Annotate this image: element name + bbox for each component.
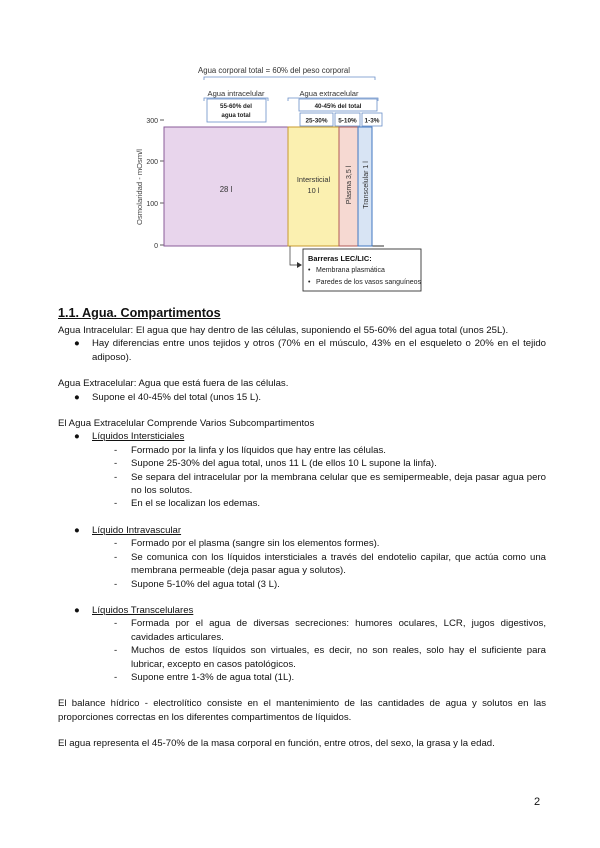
dash-marker: -: [114, 444, 118, 456]
extra-bullet: [58, 391, 546, 404]
ic-header: Agua intracelular: [207, 89, 265, 98]
subcompartments-intro: El Agua Extracelular Comprende Varios Subcompartimentos: [58, 418, 315, 430]
y-axis-label: Osmolaridad - mOsm/l: [135, 149, 144, 225]
group-title: Líquidos Intersticiales: [92, 431, 185, 443]
bullet-dot: ●: [74, 338, 80, 350]
extra-paragraph: Agua Extracelular: Agua que está fuera de las células.: [58, 378, 289, 390]
list-item: [58, 551, 546, 578]
bullet-dot: ●: [74, 431, 80, 443]
list-item-text: Muchos de estos líquidos son virtuales, es decir, no son reales, solo hay el suficiente para lubricar, excepto en casos patológicos.: [131, 645, 546, 670]
group-title-transcellular: [58, 604, 546, 617]
barrier-bullet-2: •: [308, 279, 311, 286]
list-item-text: Supone 5-10% del agua total (3 L).: [131, 578, 280, 590]
dash-marker: -: [114, 671, 118, 683]
barrier-connector: [290, 246, 300, 265]
group-title: Líquido Intravascular: [92, 524, 182, 536]
intra-bullet-text: Hay diferencias entre unos tejidos y otros (70% en el músculo, 43% en el esqueleto o 20% en el tejido adiposo).: [92, 338, 546, 363]
ic-box-line2: agua total: [221, 112, 251, 119]
list-item: [58, 537, 546, 550]
pct-transcellular: 1-3%: [364, 117, 380, 125]
interstitial-volume: 10 l: [307, 186, 320, 195]
list-item: [58, 457, 546, 470]
dash-marker: -: [114, 551, 118, 563]
section-content: [58, 306, 546, 751]
closing-paragraph: El agua representa el 45-70% de la masa corporal en función, entre otros, del sexo, la grasa y la edad.: [58, 738, 495, 750]
y-tick-300: 300: [146, 118, 158, 125]
list-item: [58, 578, 546, 591]
ec-header: Agua extracelular: [299, 89, 359, 98]
list-item: [58, 644, 546, 671]
dash-marker: -: [114, 538, 118, 550]
interstitial-label: Intersticial: [296, 175, 331, 184]
list-item-text: Supone 25-30% del agua total, unos 11 L (de ellos 10 L supone la linfa).: [131, 458, 437, 470]
group-title: Líquidos Transcelulares: [92, 604, 194, 616]
list-item-text: Formado por el plasma (sangre sin los elementos formes).: [131, 538, 380, 550]
intra-paragraph: Agua Intracelular: El agua que hay dentro de las células, suponiendo el 55-60% del agua total (unos 25L).: [58, 325, 509, 336]
pct-plasma: 5-10%: [338, 117, 357, 125]
bullet-dot: ●: [74, 604, 80, 616]
y-tick-100: 100: [146, 201, 158, 208]
barrier-item-2: Paredes de los vasos sanguíneos: [316, 279, 422, 286]
barrier-bullet-1: •: [308, 267, 311, 274]
list-item-text: En el se localizan los edemas.: [131, 498, 261, 510]
list-item: [58, 671, 546, 684]
group-title-intravascular: [58, 524, 546, 537]
intra-bullet: [58, 337, 546, 364]
plasma-label: Plasma 3,5 l: [346, 165, 353, 205]
extra-bullet-text: Supone el 40-45% del total (unos 15 L).: [92, 391, 262, 403]
dash-marker: -: [114, 471, 118, 483]
section-heading: 1.1. Agua. Compartimentos: [58, 306, 221, 320]
dash-marker: -: [114, 578, 118, 590]
y-tick-200: 200: [146, 159, 158, 166]
ic-box-line1: 55-60% del: [220, 103, 252, 110]
pct-interstitial: 25-30%: [305, 117, 328, 125]
ic-volume: 28 l: [219, 185, 233, 194]
dash-marker: -: [114, 618, 118, 630]
bullet-dot: ●: [74, 391, 80, 403]
dash-marker: -: [114, 498, 118, 510]
barrier-title: Barreras LEC/LIC:: [308, 254, 372, 263]
balance-paragraph: El balance hídrico - electrolítico consiste en el mantenimiento de las cantidades de agua y solutos en las proporciones correctas en los diferentes compartimentos de líquidos.: [58, 698, 546, 723]
barrier-item-1: Membrana plasmática: [316, 267, 385, 274]
list-item: [58, 471, 546, 498]
total-water-label: Agua corporal total = 60% del peso corporal: [198, 66, 350, 75]
ec-box-text: 40-45% del total: [314, 103, 362, 110]
list-item-text: Formado por la linfa y los líquidos que hay entre las células.: [131, 444, 386, 456]
list-item: [58, 497, 546, 510]
dash-marker: -: [114, 645, 118, 657]
y-tick-0: 0: [154, 243, 158, 250]
group-title-interstitial: [58, 430, 546, 443]
transcellular-label: Transcelular 1 l: [363, 161, 370, 209]
page-number: 2: [534, 796, 541, 808]
list-item-text: Se separa del intracelular por la membrana celular que es semipermeable, deja pasar agua pero no los solutos.: [131, 471, 546, 497]
barrier-arrow-icon: [297, 262, 302, 268]
list-item-text: Se comunica con los líquidos intersticiales a través del endotelio capilar, que actúa como una membrana permeable (deja pasar agua y solutos).: [131, 551, 546, 577]
total-bracket: [204, 77, 375, 80]
dash-marker: -: [114, 458, 118, 470]
list-item-text: Supone entre 1-3% de agua total (1L).: [131, 671, 295, 683]
compartments-diagram: [0, 0, 600, 300]
list-item-text: Formada por el agua de diversas secreciones: humores oculares, LCR, jugos digestivos, cavidades articulares.: [131, 618, 546, 643]
list-item: [58, 444, 546, 457]
bullet-dot: ●: [74, 524, 80, 536]
body-water-figure: [0, 0, 600, 300]
list-item: [58, 617, 546, 644]
